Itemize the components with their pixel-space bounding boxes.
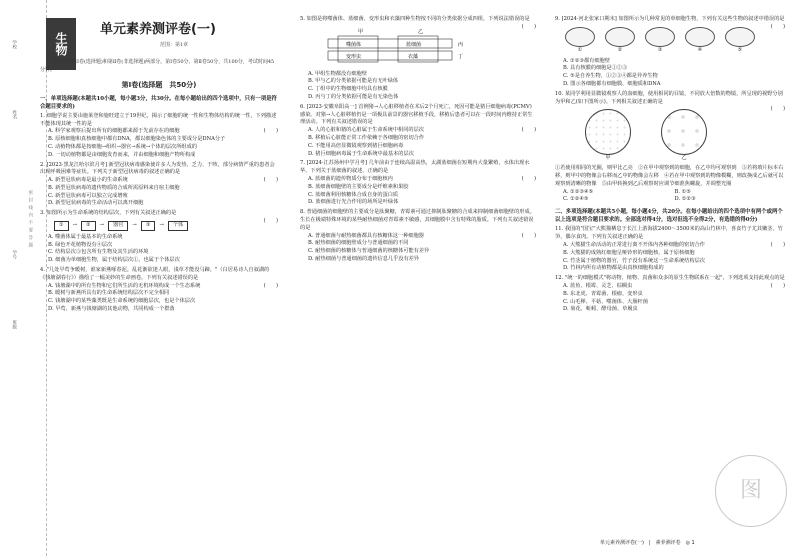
question-stem: 5. 如图是将噬菌体、蓝细菌、变形虫和衣藻四种生物按不同的分类依据分成四组，下列说法错误的是 bbox=[300, 16, 530, 22]
column-2 bbox=[300, 16, 536, 266]
question-2 bbox=[40, 162, 278, 209]
page-footer: 单元素养测评卷(一) | 素养测评卷 ◎ 1 bbox=[600, 540, 695, 546]
level-3: ③ bbox=[141, 221, 156, 231]
question-stem: 9. [2024·河北张家口期末] 如图所示为几种常见的单细胞生物，下列有关这些生物的叙述中错误的是 bbox=[555, 16, 785, 22]
microscope-views bbox=[585, 109, 771, 163]
option-a: A. 钱塘湖中的所有生物和它们所生活的无机环境构成一个生态系统 bbox=[48, 282, 201, 289]
answer-bracket: ( ) bbox=[263, 218, 278, 225]
binding-label-number: 学号 bbox=[11, 250, 17, 259]
options-grid bbox=[555, 189, 785, 205]
binding-label-school: 学校 bbox=[11, 40, 17, 49]
option-a: A. 大熊猫生命活动的正常进行离不开体内各种细胞的密切合作 bbox=[563, 241, 705, 248]
question-body: ①若使用相同的光圈，则甲比乙亮 ②在甲中观察到的细胞，在乙中均可观察到 ③若将玻片标本右移，则甲中的物像会右移而乙中的物像会左移 ④若在甲中观察到的物像模糊，则改换成乙后就可以观察到清晰的物像 ⑤由甲转换到乙后观察时应调节细准焦螺旋，并调整光圈 bbox=[555, 165, 784, 187]
organism-5-icon bbox=[725, 27, 755, 47]
hierarchy-diagram bbox=[54, 221, 264, 231]
option-a: A. 蓝鱼、根霉、灵芝、棕榈虫 bbox=[563, 282, 633, 289]
option-a: A. ①②③④⑤ bbox=[563, 188, 594, 195]
option-c: C. ⑤是自养生物，①②③④都是异养生物 bbox=[563, 73, 658, 80]
organism-2-icon bbox=[605, 27, 635, 47]
question-1 bbox=[40, 113, 278, 160]
option-c: C. 蓝细菌利用核糖体合成自身的蛋白质 bbox=[308, 191, 399, 198]
option-c: C. 新型冠状病毒可以独立完成增殖 bbox=[48, 192, 128, 199]
organism-phage: 噬菌体 bbox=[346, 41, 362, 48]
option-a: A. 普通细菌与耐热细菌都具有核糖体这一种细胞器 bbox=[308, 232, 424, 239]
organism-3-label: ③ bbox=[657, 46, 663, 53]
arrow: → bbox=[99, 222, 105, 229]
page-title: 单元素养测评卷(一) bbox=[100, 22, 216, 37]
question-stem: 4. "几处早莺争暖树，谁家新燕啄春泥。乱花渐欲迷人眼，浅草才能没马蹄。"（白居易诗人自叙湖的《钱塘湖春行》）描绘了一幅美妙的生命画卷。下列有关叙述错误的是 bbox=[40, 267, 270, 281]
group-yi-label: 乙 bbox=[418, 28, 424, 35]
answer-bracket: ( ) bbox=[770, 282, 785, 289]
view-yi bbox=[661, 109, 707, 163]
answer-bracket: ( ) bbox=[263, 177, 278, 184]
level-1: ① bbox=[54, 221, 69, 231]
binding-label-name: 姓名 bbox=[11, 110, 17, 119]
option-c: C. 不能用高倍显微镜观察到猪巨细胞病毒 bbox=[308, 142, 404, 149]
option-c: C. 山毛榉、平菇、噬菌体、大肠杆菌 bbox=[563, 298, 648, 305]
question-9 bbox=[555, 16, 785, 89]
question-stem: 8. 普通细菌的细胞壁的主要成分是肽聚糖，青霉素可通过抑制肽聚糖的合成来抑制细菌细胞壁的形成。生长在极端特殊环境的某些耐热细菌对青霉素不敏感，其细胞膜中含有特殊的脂质。下列有关叙述错误的是 bbox=[300, 209, 535, 231]
option-c: C. 耐热细菌的核糖体与普通细菌的核糖体可能有差异 bbox=[308, 248, 430, 255]
question-7 bbox=[300, 160, 536, 207]
question-stem: 11. 我国的"国宝"大熊猫栖息于长江上游海拔2400～3500米的高山竹林中，喜食竹子尤其嫩茎、竹笋，偶尔食肉。下列有关叙述正确的是 bbox=[555, 226, 783, 241]
option-c: C. 竹茎属于植物的器官，竹子没有系统这一生命系统结构层次 bbox=[563, 257, 705, 264]
organism-5-label: ⑤ bbox=[737, 46, 743, 53]
classification-diagram bbox=[318, 27, 478, 63]
column-3 bbox=[555, 16, 785, 316]
organism-4-label: ④ bbox=[697, 46, 703, 53]
organism-1 bbox=[565, 27, 595, 55]
organism-4 bbox=[685, 27, 715, 55]
column-1 bbox=[40, 16, 278, 316]
option-c: C. 钱塘湖中的某些藻类既是生命系统的细胞层次，也是个体层次 bbox=[48, 298, 196, 305]
option-a: A. 甲组生物都没有细胞壁 bbox=[308, 70, 367, 77]
view-jia bbox=[585, 109, 631, 163]
organism-4-icon bbox=[685, 27, 715, 47]
option-a: A. ①②③都有细胞壁 bbox=[563, 57, 610, 64]
organism-amoeba: 变形虫 bbox=[346, 53, 362, 60]
option-d: D. 蓝细菌进行光合作用的场所是叶绿体 bbox=[308, 199, 399, 206]
level-organ: 器官 bbox=[108, 221, 128, 231]
arrow: → bbox=[72, 222, 78, 229]
option-c: C. 动植物体都是按细胞→组织→器官→系统→个体的层次所组成的 bbox=[48, 143, 197, 150]
option-d: D. 竹林内所有动植物都是由真核细胞构成的 bbox=[563, 265, 664, 272]
option-b: B. 绿色开花植物没有④层次 bbox=[48, 241, 113, 248]
option-d: D. 早莺、新燕与钱塘湖的其他动物，共同构成一个群落 bbox=[48, 306, 175, 313]
option-b: B. 具有核膜的细胞是①②③ bbox=[563, 65, 628, 72]
option-d: D. 图示各细胞都有细胞膜、细胞质和DNA bbox=[563, 80, 661, 87]
question-3 bbox=[40, 210, 278, 265]
organism-3 bbox=[645, 27, 675, 55]
option-d: D. 新型冠状病毒的生命活动可以离开细胞 bbox=[48, 200, 144, 207]
option-a: A. 科学家观察后提出所有的细胞都来源于先前存在的细胞 bbox=[48, 128, 180, 135]
answer-bracket: ( ) bbox=[263, 128, 278, 135]
option-b: B. 大熊猫的成熟红细胞呈哑铃形的细胞核，属于原核细胞 bbox=[563, 249, 695, 256]
question-10 bbox=[555, 91, 785, 204]
question-5 bbox=[300, 16, 536, 102]
organism-2 bbox=[605, 27, 635, 55]
section-1-title: 一、单项选择题(本题共10小题，每小题3分，共30分。在每小题给出的四个选项中，只有一项是符合题目要求的) bbox=[40, 95, 277, 110]
section-2-title: 二、多项选择题(本题共5小题，每小题4分，共20分。在每小题给出的四个选项中有两个或两个以上选项是符合题目要求的。全部选对得4分，选对但选不全得2分，有选错的得0分) bbox=[555, 209, 783, 224]
binding-warning: 密封线内不要答题 bbox=[27, 190, 33, 250]
answer-bracket: ( ) bbox=[770, 241, 785, 248]
organism-1-icon bbox=[565, 27, 595, 47]
view-yi-label: 乙 bbox=[681, 155, 687, 162]
organism-1-label: ① bbox=[577, 46, 583, 53]
exam-range: 范围：第1章 bbox=[160, 41, 189, 48]
question-stem: 10. 某同学利用显微镜观察人的血细胞，使用相同的目镜，不同放大倍数的物镜，所呈现的视野分别为甲和乙(如下图所示)。下列相关叙述正确的是 bbox=[555, 90, 783, 105]
level-individual: 个体 bbox=[168, 221, 188, 231]
question-12 bbox=[555, 275, 785, 314]
option-b: B. 东北虎、青霉菌、根瘤、变形虫 bbox=[563, 290, 643, 297]
question-stem: 1. 细胞学说主要由施莱登和施旺建立于19世纪，揭示了细胞的统一性和生物体结构的统一性，下列描述不能体现其统一性的是 bbox=[40, 112, 277, 127]
level-2: ② bbox=[81, 221, 96, 231]
option-c: C. 丁组中的生物细胞中均具有核膜 bbox=[308, 86, 388, 93]
option-d: D. 猪巨细胞病毒属于生命系统中最基本的层次 bbox=[308, 150, 414, 157]
answer-bracket: ( ) bbox=[770, 23, 785, 30]
answer-bracket: ( ) bbox=[521, 175, 536, 182]
option-a: A. 蓝细菌的遗传物质分布于细胞核内 bbox=[308, 175, 393, 182]
option-b: B. 新型冠状病毒的遗传物质的合成所需原料来自宿主细胞 bbox=[48, 184, 180, 191]
organism-cyanobacteria: 蓝细菌 bbox=[406, 41, 422, 48]
option-a: A. 人的心脏和猪的心脏属于生命系统中相同的层次 bbox=[308, 127, 424, 134]
organism-5 bbox=[725, 27, 755, 55]
view-jia-field bbox=[585, 109, 631, 155]
option-d: D. 耐热细菌与普通细菌的遗传信息几乎没有差异 bbox=[308, 255, 420, 262]
option-c: C. ①②④⑤ bbox=[563, 196, 589, 203]
answer-bracket: ( ) bbox=[521, 23, 536, 30]
option-c: C. 结构层次③包含所有生物及其生活的环境 bbox=[48, 249, 149, 256]
option-d: D. 细菌为单细胞生物，属于结构层次①，也属于个体层次 bbox=[48, 257, 180, 264]
option-d: D. 丙与丁的分类依据可能是有无染色体 bbox=[308, 93, 399, 100]
organism-2-label: ② bbox=[617, 46, 623, 53]
option-b: B. 原核细胞和真核细胞中都有DNA，都以细胞染色体的主要成分是DNA分子 bbox=[48, 136, 226, 143]
single-cell-organisms-figure bbox=[565, 27, 771, 55]
question-stem: 12. "统一的细胞模式"将动物、植物、真菌和众多的原生生物联系在一起"，下列选项支持此观点的是 bbox=[555, 275, 785, 282]
option-b: B. ①⑤ bbox=[674, 188, 691, 195]
option-a: A. 噬菌体属于最基本的生命系统 bbox=[48, 233, 123, 240]
question-6 bbox=[300, 104, 536, 159]
arrow: → bbox=[132, 222, 137, 229]
group-bing-label: 丙 bbox=[458, 41, 464, 48]
question-stem: 2. [2023·黑龙江哈尔滨月考] 新型冠状病毒感染使许多人为发热、乏力、干咳、部分病情严重的患者会出现呼吸困难等症状。下列关于新型冠状病毒的叙述正确的是 bbox=[40, 161, 275, 176]
option-b: B. 移植后心脏能正常工作依赖于各细胞的密切合作 bbox=[308, 134, 425, 141]
question-4 bbox=[40, 267, 278, 314]
question-11 bbox=[555, 226, 785, 273]
question-8 bbox=[300, 209, 536, 264]
subject-tab: 生物 bbox=[46, 18, 76, 70]
organism-chlamydomonas: 衣藻 bbox=[408, 53, 419, 60]
watermark-stamp: 图 bbox=[715, 455, 787, 527]
arrow: → bbox=[159, 222, 164, 229]
view-jia-label: 甲 bbox=[605, 155, 611, 162]
question-stem: 7. [2024·江苏扬州中学月考] 几年前由于连续高温高热，太湖蓝细菌在短期内大量繁殖，水体出现水华。下列关于蓝细菌的叙述，正确的是 bbox=[300, 160, 530, 175]
answer-bracket: ( ) bbox=[263, 282, 278, 289]
option-b: B. 甲与乙的分类依据可能是有无叶绿体 bbox=[308, 78, 399, 85]
organism-3-icon bbox=[645, 27, 675, 47]
option-d: D. ①②③ bbox=[674, 196, 696, 203]
option-b: B. 耐热细菌的细胞壁成分与普通细菌的不同 bbox=[308, 240, 409, 247]
group-jia-label: 甲 bbox=[358, 28, 364, 35]
part-1-title: 第Ⅰ卷(选择题 共50分) bbox=[121, 81, 197, 89]
option-b: B. 暖树与新燕所具有的生命系统结构层次不完全相同 bbox=[48, 290, 170, 297]
option-d: D. 菊花、蚯蚓、酵母菌、草履虫 bbox=[563, 306, 638, 313]
option-a: A. 新型冠状病毒是最小的生命系统 bbox=[48, 177, 128, 184]
answer-bracket: ( ) bbox=[770, 106, 785, 113]
answer-bracket: ( ) bbox=[521, 232, 536, 239]
group-ding-label: 丁 bbox=[458, 53, 464, 60]
exam-notice: 本试卷分第Ⅰ卷(选择题)和第Ⅱ卷(非选择题)两部分。第Ⅰ卷50分，第Ⅱ卷50分，共100分，考试时间45分钟。 bbox=[40, 59, 275, 73]
question-stem: 6. [2023·安徽阜阳高一] 首例猪→人心脏移植者在术后2个月死亡，死因可能是猪巨细胞病毒(PCMV)感染。对猪→人心脏移植仍是一项极具前景的器官移植手段，移植后患者可以在一段时间内维持正常生理活动。下列有关叙述错误的是 bbox=[300, 103, 533, 126]
option-b: B. 蓝细菌细胞壁的主要成分是纤维素和果胶 bbox=[308, 183, 409, 190]
option-d: D. 一切动植物都是由细胞发育而来，并由细胞和细胞产物所构成 bbox=[48, 151, 196, 158]
answer-bracket: ( ) bbox=[521, 127, 536, 134]
question-stem: 3. 如图所示为生命系统的结构层次，下列有关叙述正确的是 bbox=[40, 210, 177, 217]
view-yi-field bbox=[661, 109, 707, 155]
binding-label-class: 班级 bbox=[11, 320, 17, 329]
